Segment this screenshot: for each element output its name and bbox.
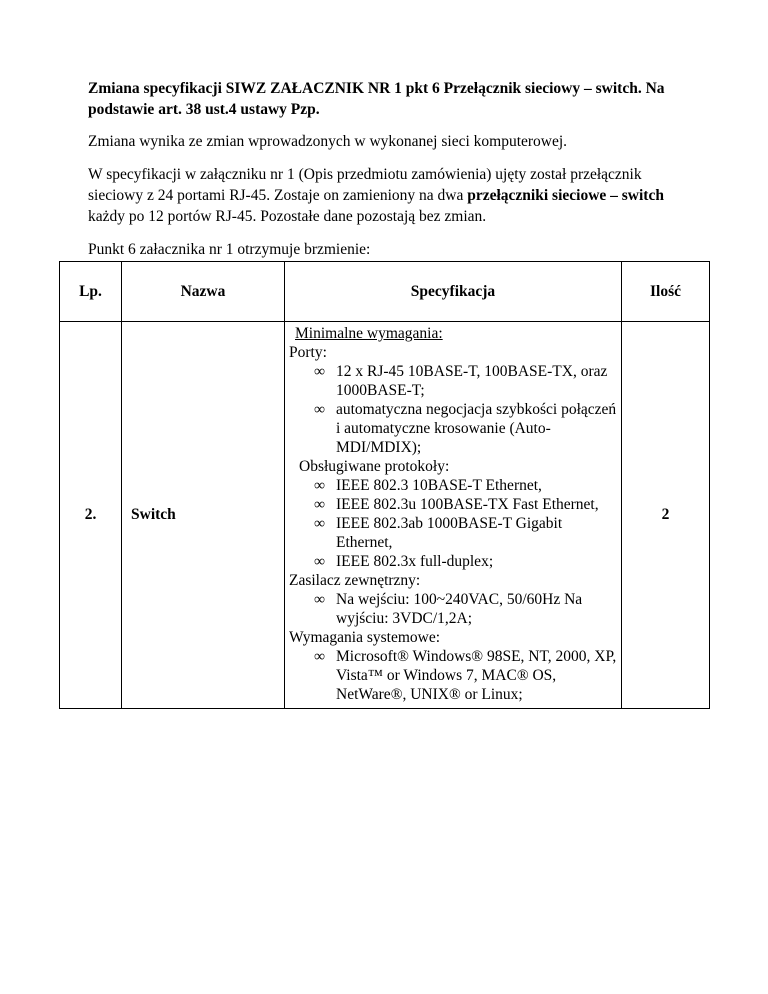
spec-bullet-text: Microsoft® Windows® 98SE, NT, 2000, XP, Vista™ or Windows 7, MAC® OS, NetWare®, UNIX® or Linux; xyxy=(336,648,617,703)
spec-table xyxy=(59,261,710,709)
header-lp: Lp. xyxy=(60,262,122,322)
header-name: Nazwa xyxy=(122,262,285,322)
spec-bullet-text: Na wejściu: 100~240VAC, 50/60Hz Na wyjściu: 3VDC/1,2A; xyxy=(336,591,583,627)
spec-bullet-text: IEEE 802.3u 100BASE-TX Fast Ethernet, xyxy=(336,496,599,513)
infinity-bullet-icon: ∞ xyxy=(314,477,326,494)
spec-sections xyxy=(289,343,617,704)
table-row xyxy=(60,322,710,709)
cell-qty: 2 xyxy=(622,322,710,709)
infinity-bullet-icon: ∞ xyxy=(314,496,326,513)
spec-bullet-list xyxy=(289,476,617,571)
spec-bullet-list xyxy=(289,362,617,457)
spec-section-label: Zasilacz zewnętrzny: xyxy=(289,572,421,589)
paragraph-reason: Zmiana wynika ze zmian wprowadzonych w wykonanej sieci komputerowej. xyxy=(88,133,568,150)
spec-title: Minimalne wymagania: xyxy=(295,325,443,342)
cell-name: Switch xyxy=(122,322,285,709)
spec-bullet-item xyxy=(289,362,617,400)
header-spec: Specyfikacja xyxy=(285,262,622,322)
spec-bullet-item xyxy=(289,476,617,495)
cell-lp: 2. xyxy=(60,322,122,709)
paragraph-intro: Punkt 6 załacznika nr 1 otrzymuje brzmienie: xyxy=(88,241,371,258)
cell-spec xyxy=(285,322,622,709)
spec-bullet-text: IEEE 802.3x full-duplex; xyxy=(336,553,494,570)
paragraph-change-text-1: W specyfikacji w załączniku nr 1 (Opis przedmiotu zamówienia) ujęty został przełącznik sieciowy z 24 portami RJ-45. Zostaje on zamieniony na dwa xyxy=(88,166,642,204)
spec-bullet-item xyxy=(289,400,617,457)
paragraph-change-bold: przełączniki sieciowe – switch xyxy=(467,187,664,204)
spec-bullet-list xyxy=(289,647,617,704)
paragraph-change xyxy=(88,164,688,227)
header-qty: Ilość xyxy=(622,262,710,322)
spec-bullet-text: IEEE 802.3 10BASE-T Ethernet, xyxy=(336,477,542,494)
spec-bullet-text: automatyczna negocjacja szybkości połączeń i automatyczne krosowanie (Auto-MDI/MDIX); xyxy=(336,401,617,456)
infinity-bullet-icon: ∞ xyxy=(314,363,326,380)
infinity-bullet-icon: ∞ xyxy=(314,553,326,570)
infinity-bullet-icon: ∞ xyxy=(314,591,326,608)
spec-section-label: Wymagania systemowe: xyxy=(289,629,441,646)
spec-bullet-item xyxy=(289,647,617,704)
infinity-bullet-icon: ∞ xyxy=(314,648,326,665)
document-body xyxy=(88,78,688,272)
infinity-bullet-icon: ∞ xyxy=(314,401,326,418)
spec-bullet-text: IEEE 802.3ab 1000BASE-T Gigabit Ethernet, xyxy=(336,515,563,551)
spec-bullet-item xyxy=(289,514,617,552)
spec-bullet-item xyxy=(289,552,617,571)
paragraph-change-text-2: każdy po 12 portów RJ-45. Pozostałe dane pozostają bez zmian. xyxy=(88,208,487,225)
spec-bullet-list xyxy=(289,590,617,628)
spec-section-label: Obsługiwane protokoły: xyxy=(299,458,450,475)
spec-section-label: Porty: xyxy=(289,344,327,361)
document-heading: Zmiana specyfikacji SIWZ ZAŁACZNIK NR 1 pkt 6 Przełącznik sieciowy – switch. Na podstawie art. 38 ust.4 ustawy Pzp. xyxy=(88,80,665,118)
infinity-bullet-icon: ∞ xyxy=(314,515,326,532)
table-header-row xyxy=(60,262,710,322)
spec-bullet-item xyxy=(289,590,617,628)
spec-bullet-text: 12 x RJ-45 10BASE-T, 100BASE-TX, oraz 1000BASE-T; xyxy=(336,363,608,399)
spec-bullet-item xyxy=(289,495,617,514)
